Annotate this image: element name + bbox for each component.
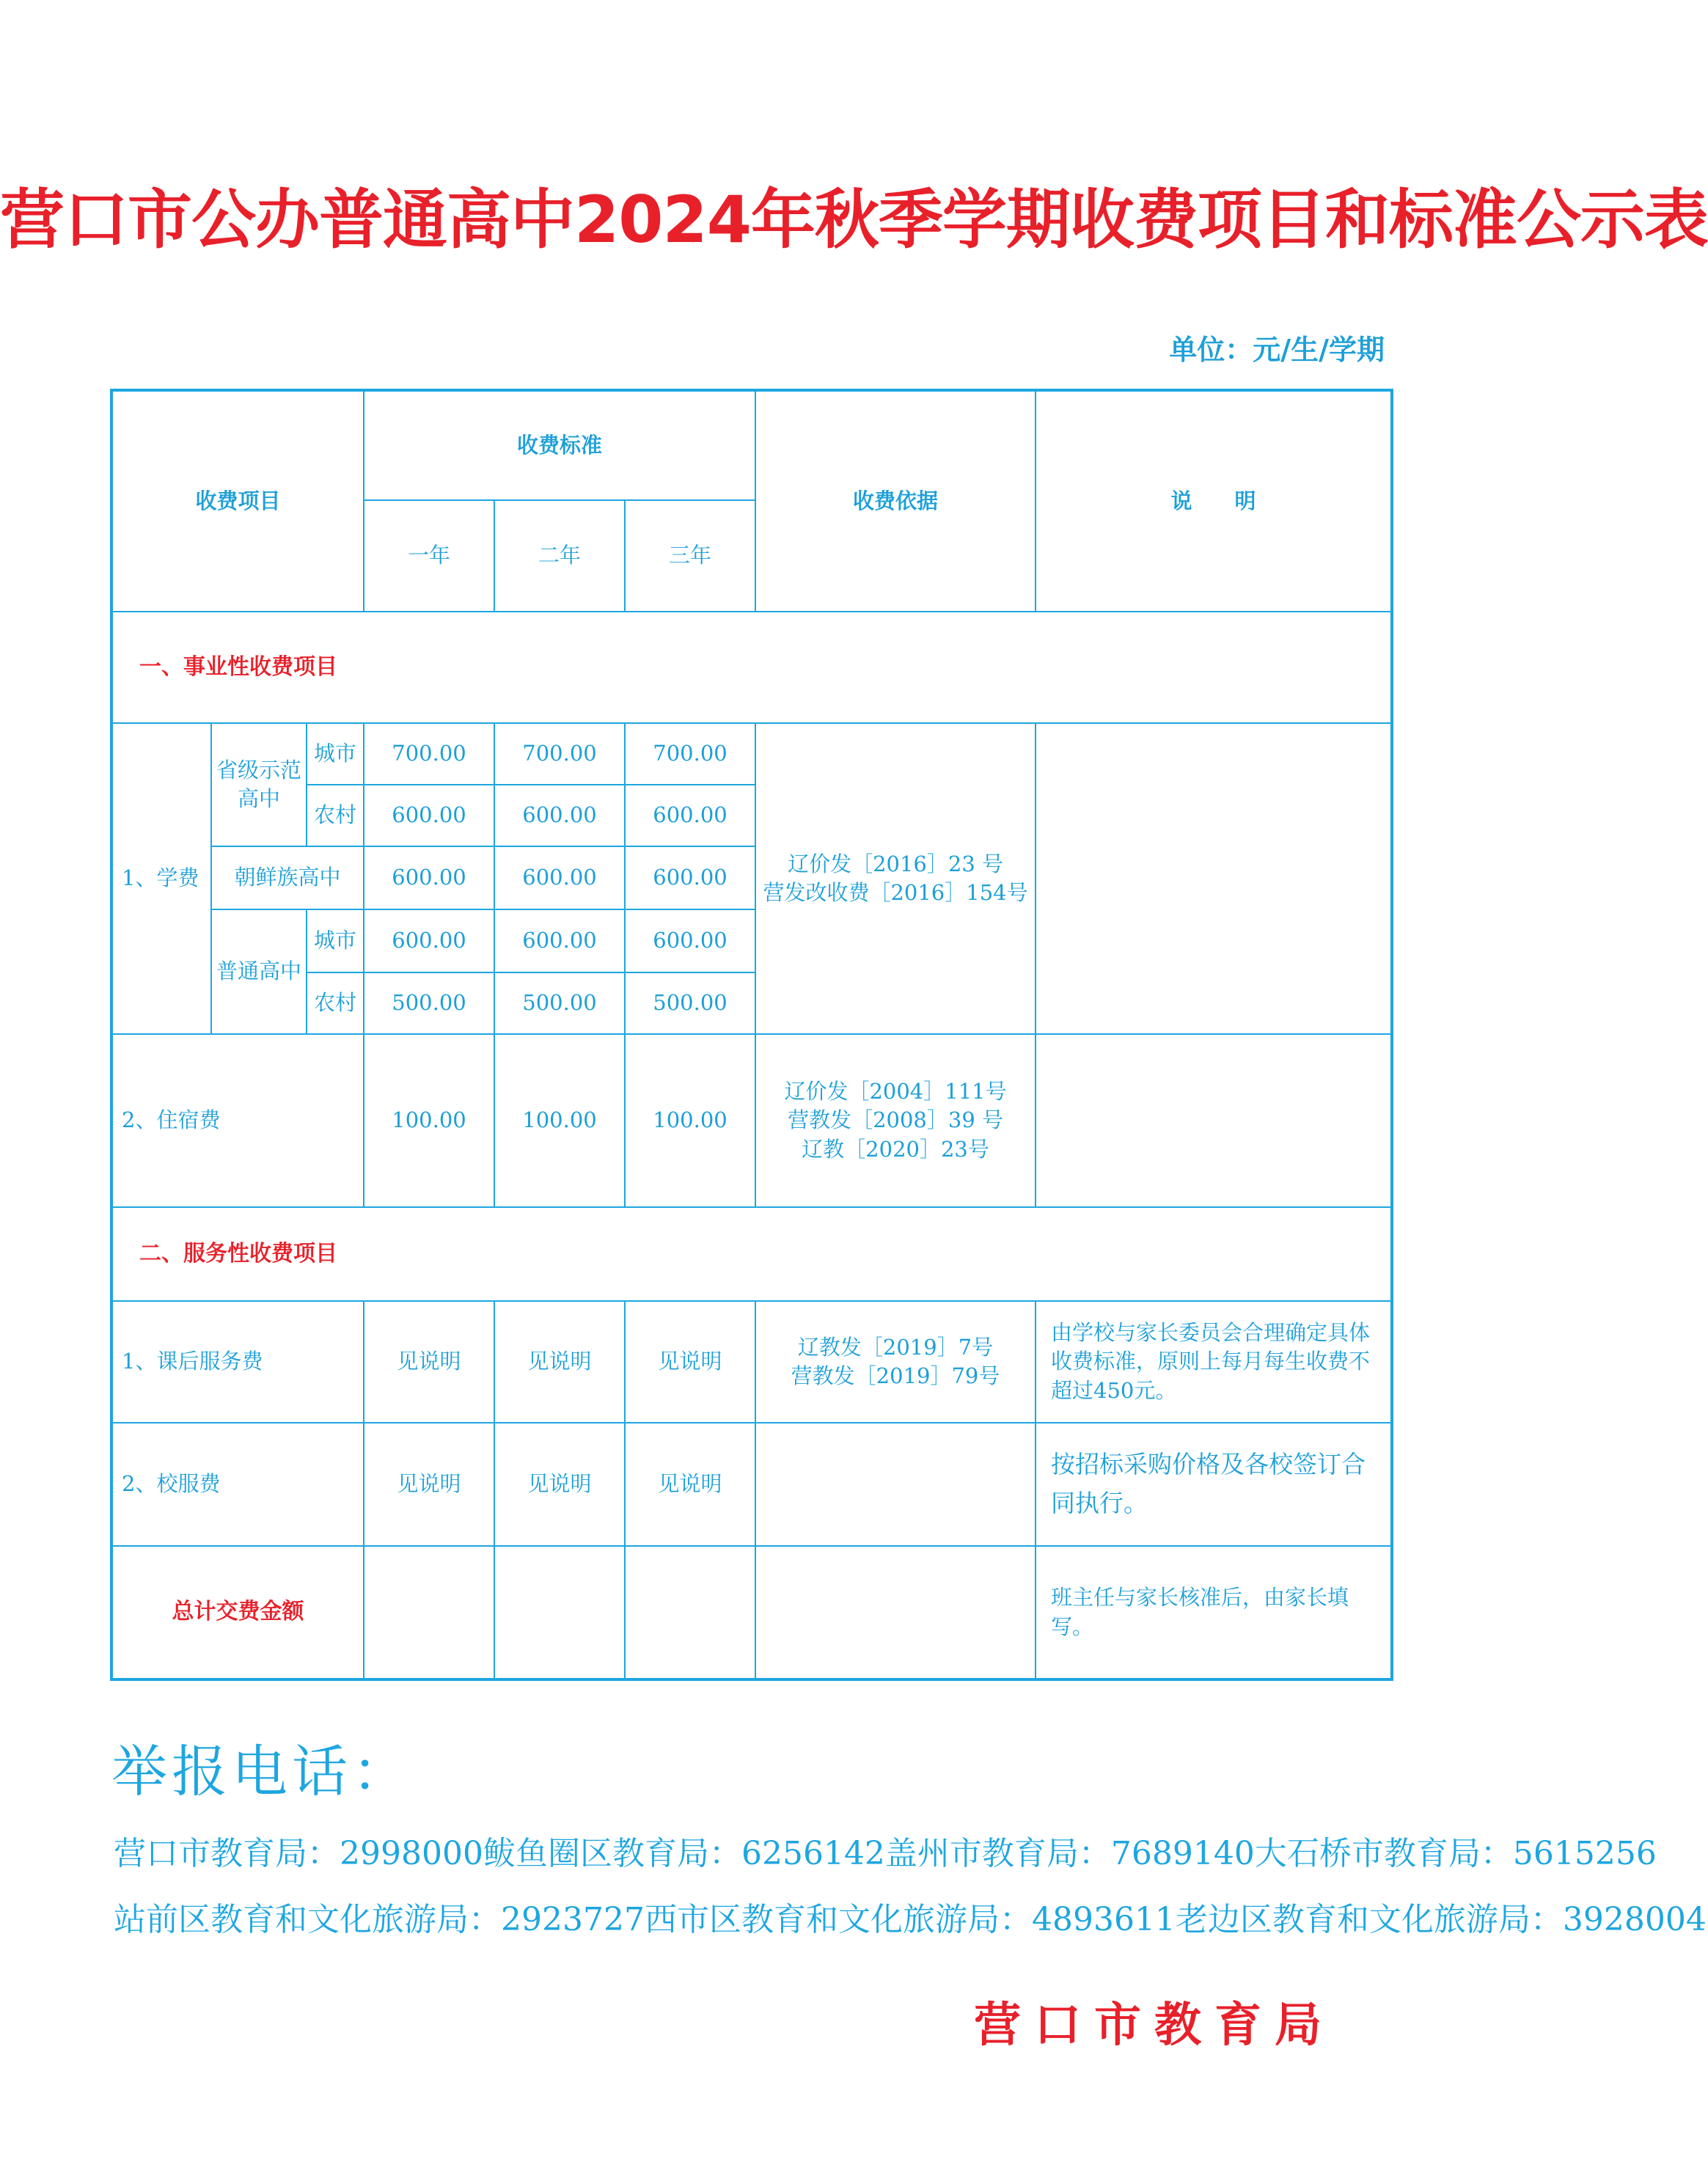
fee-cell: 600.00 <box>625 846 755 909</box>
header-year-1: 一年 <box>364 500 494 612</box>
city-label: 城市 <box>307 909 364 972</box>
hotline-entry: 站前区教育和文化旅游局：2923727 <box>114 1901 645 1938</box>
hotline-entry: 西市区教育和文化旅游局：4893611 <box>644 1901 1176 1938</box>
hotline-title: 举报电话： <box>111 1739 412 1804</box>
total-note: 班主任与家长核准后，由家长填写。 <box>1036 1546 1392 1679</box>
header-basis: 收费依据 <box>755 390 1036 612</box>
total-basis <box>755 1546 1036 1679</box>
header-standard: 收费标准 <box>364 390 755 500</box>
fee-cell: 100.00 <box>494 1034 625 1207</box>
header-row <box>111 390 1392 500</box>
section2-title: 二、服务性收费项目 <box>111 1207 1392 1301</box>
section1-title: 一、事业性收费项目 <box>111 612 1392 723</box>
fee-table <box>110 389 1393 1681</box>
fee-cell: 见说明 <box>364 1423 494 1546</box>
ordinary-label: 普通高中 <box>211 909 307 1034</box>
after-school-note: 由学校与家长委员会合理确定具体收费标准，原则上每月每生收费不超过450元。 <box>1036 1301 1392 1423</box>
table-row <box>111 723 1392 785</box>
tuition-note <box>1036 723 1392 1034</box>
after-school-label: 1、课后服务费 <box>111 1301 364 1423</box>
uniform-basis <box>755 1423 1036 1546</box>
dorm-basis <box>755 1034 1036 1207</box>
fee-cell: 见说明 <box>494 1423 625 1546</box>
city-label: 城市 <box>307 723 364 785</box>
hotline-row-1 <box>114 1817 1657 1883</box>
tuition-basis <box>755 723 1036 1034</box>
hotline-row-2 <box>114 1883 1707 1949</box>
fee-cell: 见说明 <box>625 1423 755 1546</box>
hotline-contacts <box>114 1817 1707 1949</box>
header-note: 说 明 <box>1036 390 1392 612</box>
total-label: 总计交费金额 <box>111 1546 364 1679</box>
hotline-entry: 鲅鱼圈区教育局：6256142 <box>483 1835 885 1872</box>
basis-line: 辽教［2020］23号 <box>802 1136 989 1162</box>
rural-label: 农村 <box>307 972 364 1034</box>
section2-row <box>111 1207 1392 1301</box>
uniform-note: 按招标采购价格及各校签订合同执行。 <box>1036 1423 1392 1546</box>
hotline-entry: 老边区教育和文化旅游局：3928004 <box>1175 1901 1707 1938</box>
fee-cell: 100.00 <box>625 1034 755 1207</box>
fee-cell: 见说明 <box>625 1301 755 1423</box>
basis-line: 营教发［2019］79号 <box>791 1363 1000 1388</box>
fee-cell: 600.00 <box>625 785 755 846</box>
fee-cell: 500.00 <box>625 972 755 1034</box>
basis-line: 辽价发［2016］23 号 <box>788 851 1003 876</box>
table-row <box>111 1423 1392 1546</box>
total-row <box>111 1546 1392 1679</box>
hotline-entry: 盖州市教育局：7689140 <box>884 1835 1255 1872</box>
fee-cell: 600.00 <box>494 909 625 972</box>
rural-label: 农村 <box>307 785 364 846</box>
fee-cell: 700.00 <box>625 723 755 785</box>
basis-line: 营发改收费［2016］154号 <box>763 880 1028 905</box>
table-row <box>111 1301 1392 1423</box>
section1-row <box>111 612 1392 723</box>
basis-line: 辽教发［2019］7号 <box>797 1334 994 1360</box>
korean-label: 朝鲜族高中 <box>211 846 364 909</box>
table-row <box>111 1034 1392 1207</box>
unit-label: 单位：元/生/学期 <box>1169 334 1385 366</box>
provincial-label: 省级示范高中 <box>211 723 307 846</box>
fee-cell: 600.00 <box>494 846 625 909</box>
hotline-entry: 大石桥市教育局：5615256 <box>1254 1835 1657 1872</box>
header-year-2: 二年 <box>494 500 625 612</box>
total-cell[interactable] <box>364 1546 494 1679</box>
issuer-signature: 营口市教育局 <box>974 1998 1335 2053</box>
total-cell[interactable] <box>625 1546 755 1679</box>
page-title: 营口市公办普通高中2024年秋季学期收费项目和标准公示表 <box>0 182 1708 257</box>
fee-cell: 600.00 <box>364 909 494 972</box>
fee-cell: 600.00 <box>494 785 625 846</box>
uniform-label: 2、校服费 <box>111 1423 364 1546</box>
header-item: 收费项目 <box>111 390 364 612</box>
fee-cell: 600.00 <box>625 909 755 972</box>
hotline-entry: 营口市教育局：2998000 <box>114 1835 483 1872</box>
header-year-3: 三年 <box>625 500 755 612</box>
basis-line: 营教发［2008］39 号 <box>788 1107 1003 1133</box>
fee-cell: 600.00 <box>364 785 494 846</box>
fee-cell: 100.00 <box>364 1034 494 1207</box>
dorm-note <box>1036 1034 1392 1207</box>
fee-cell: 500.00 <box>494 972 625 1034</box>
fee-cell: 500.00 <box>364 972 494 1034</box>
basis-line: 辽价发［2004］111号 <box>784 1079 1007 1104</box>
fee-cell: 700.00 <box>364 723 494 785</box>
tuition-label: 1、学费 <box>111 723 211 1034</box>
fee-cell: 见说明 <box>364 1301 494 1423</box>
fee-cell: 见说明 <box>494 1301 625 1423</box>
total-cell[interactable] <box>494 1546 625 1679</box>
dorm-label: 2、住宿费 <box>111 1034 364 1207</box>
after-school-basis <box>755 1301 1036 1423</box>
fee-cell: 600.00 <box>364 846 494 909</box>
fee-cell: 700.00 <box>494 723 625 785</box>
